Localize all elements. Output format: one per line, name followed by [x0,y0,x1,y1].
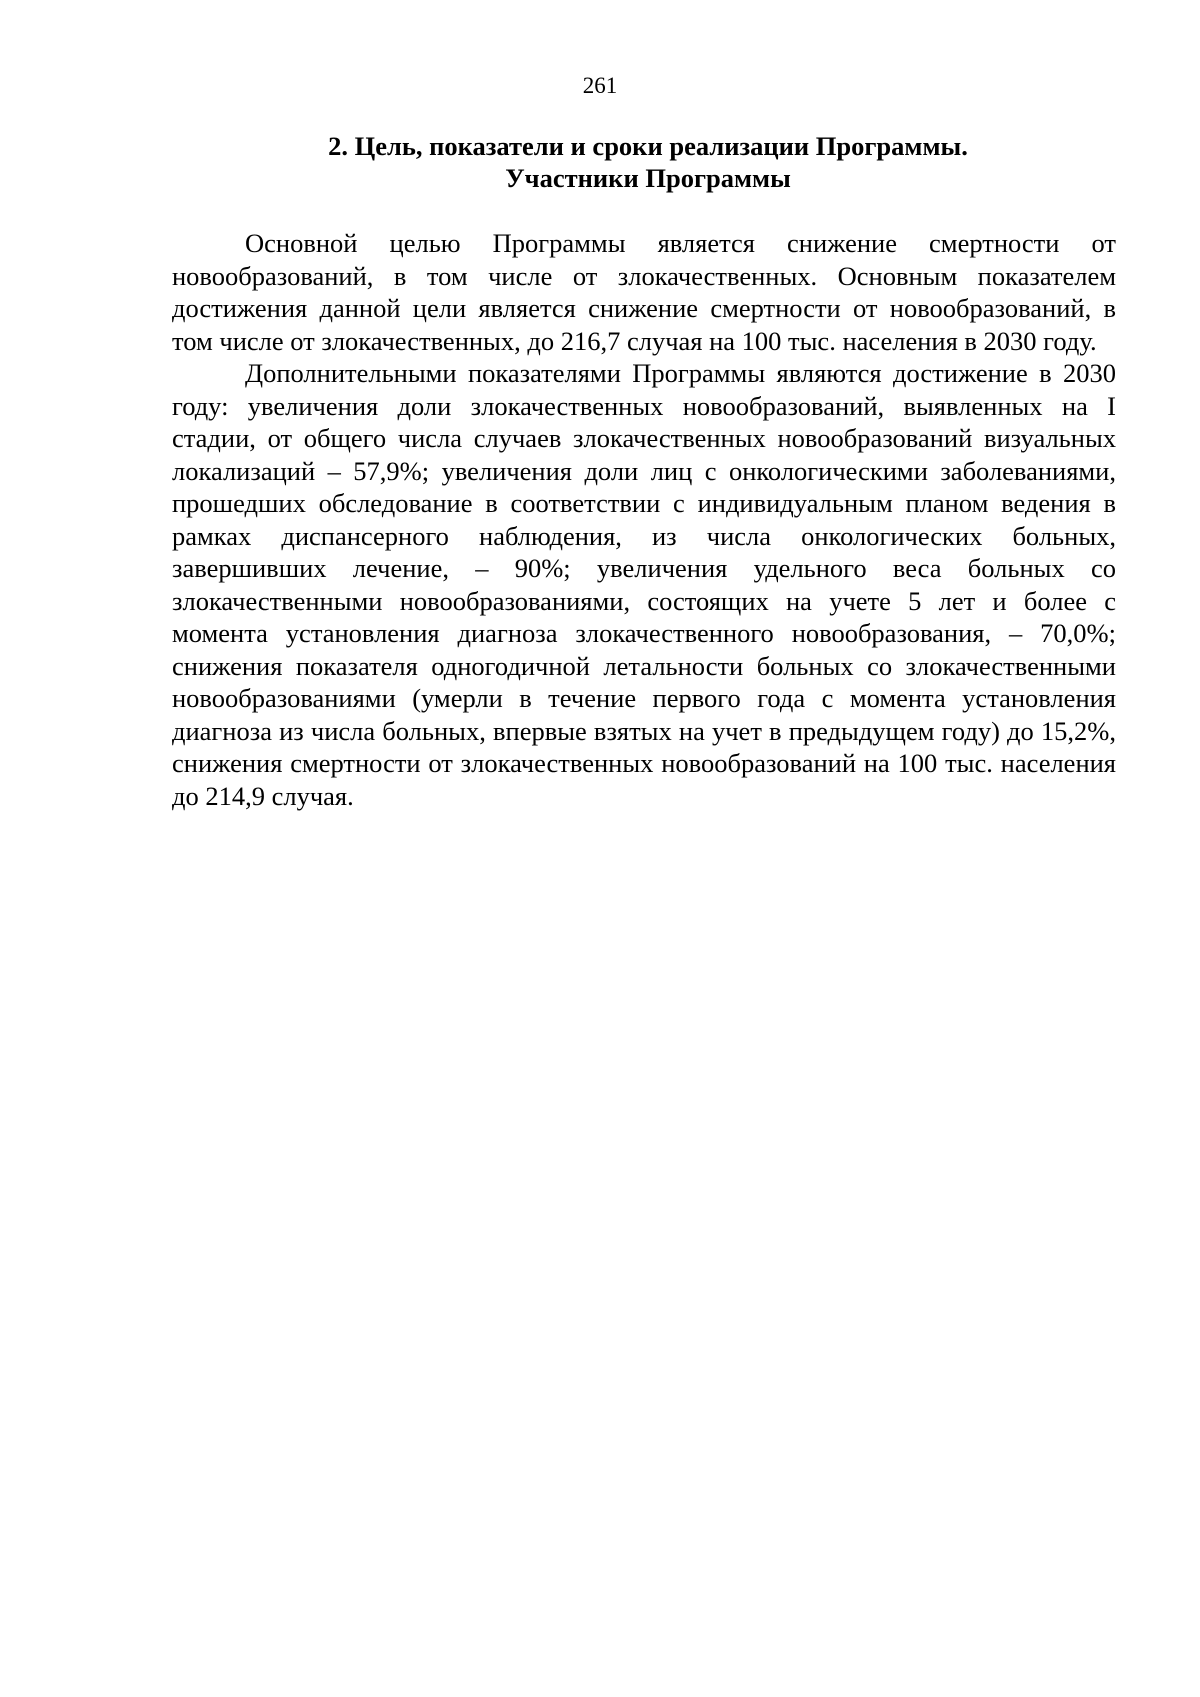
section-heading-line-1: 2. Цель, показатели и сроки реализации Программы. [328,131,968,161]
page-number: 261 [582,73,618,98]
paragraph-main-goal: Основной целью Программы является снижение смертности от новообразований, в том числе от злокачественных. Основным показателем достижения данной цели является снижение смертности от новообразований, в том числе от злокачественных, до 216,7 случая на 100 тыс. населения в 2030 году. [172,228,1116,356]
body-text [172,227,1116,812]
paragraph-additional-indicators: Дополнительными показателями Программы являются достижение в 2030 году: увеличения доли злокачественных новообразований, выявленных на I стадии, от общего числа случаев злокачественных новообразований визуальных локализаций – 57,9%; увеличения доли лиц с онкологическими заболеваниями, прошедших обследование в соответствии с индивидуальным планом ведения в рамках диспансерного наблюдения, из числа онкологических больных, завершивших лечение, – 90%; увеличения удельного веса больных со злокачественными новообразованиями, состоящих на учете 5 лет и более с момента установления диагноза злокачественного новообразования, – 70,0%; снижения показателя одногодичной летальности больных со злокачественными новообразованиями (умерли в течение первого года с момента установления диагноза из числа больных, впервые взятых на учет в предыдущем году) до 15,2%, снижения смертности от злокачественных новообразований на 100 тыс. населения до 214,9 случая. [172,358,1116,811]
section-heading-line-2: Участники Программы [505,163,791,193]
section-heading [172,130,1124,194]
